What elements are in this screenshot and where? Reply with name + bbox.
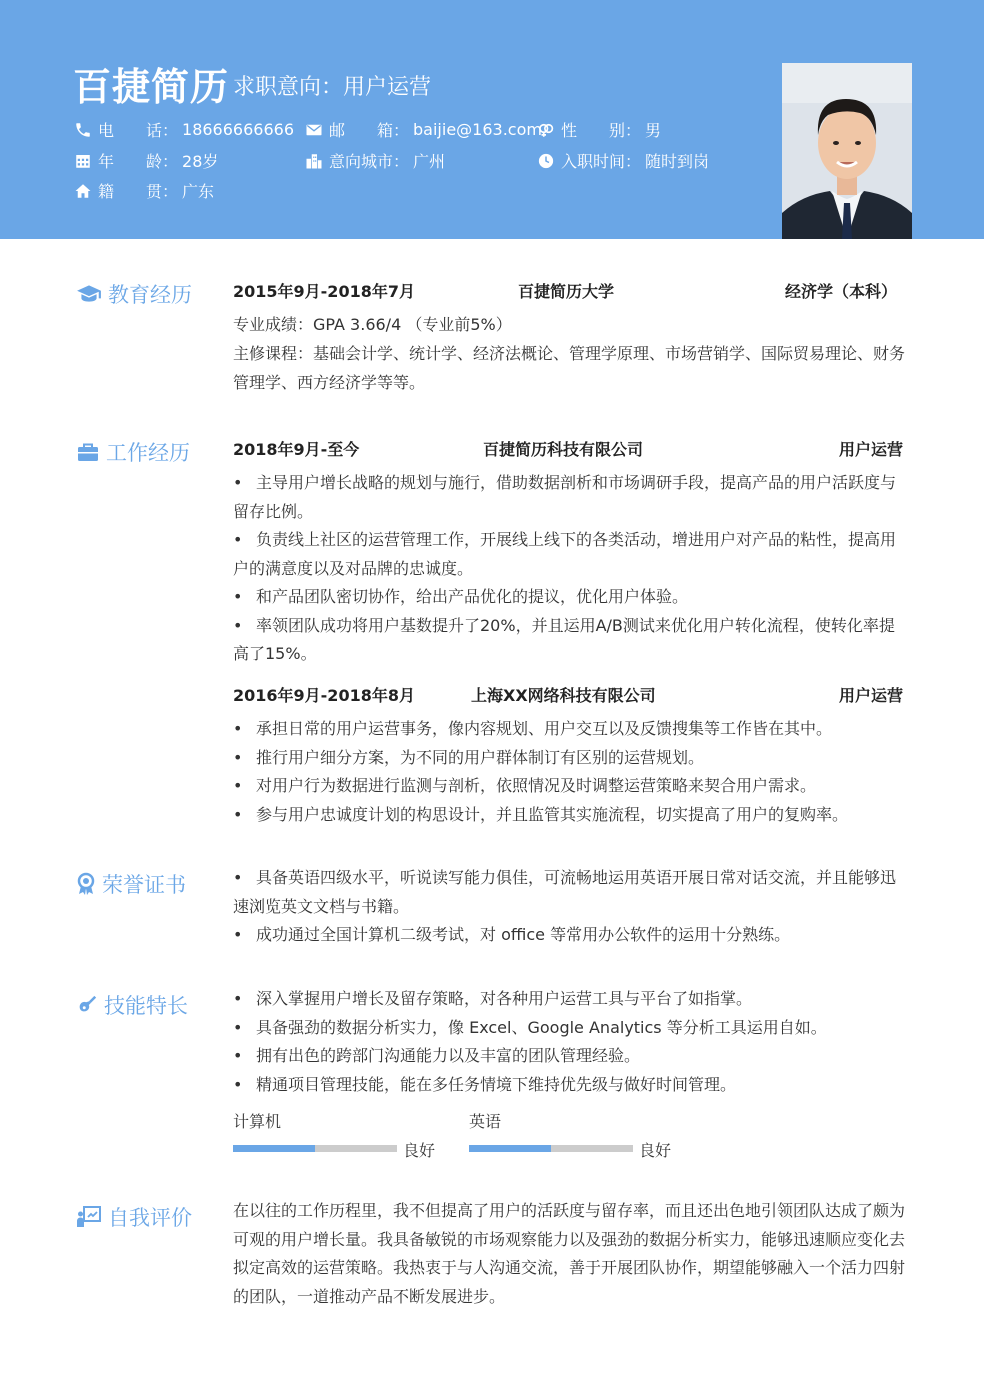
work-title: 工作经历 — [106, 441, 190, 465]
job-1-role: 用户运营 — [839, 440, 904, 459]
job-2-role: 用户运营 — [839, 686, 904, 705]
job-1-period: 2018年9月-至今 — [233, 440, 360, 459]
city-value: 广州 — [413, 152, 446, 171]
start-value: 随时到岗 — [645, 152, 710, 171]
skill-1-bar — [233, 1145, 397, 1152]
section-title-skills — [76, 990, 188, 1020]
city-label: 意向城市： — [329, 152, 410, 171]
section-title-education — [76, 279, 192, 309]
city-icon — [305, 152, 323, 170]
skill-2-name: 英语 — [469, 1112, 502, 1131]
list-item: • 具备强劲的数据分析实力，像 Excel、Google Analytics 等分析工具运用自如。 — [233, 1014, 908, 1043]
email-value: baijie@163.com — [413, 120, 542, 139]
graduation-cap-icon — [76, 281, 102, 307]
list-item: • 具备英语四级水平，听说读写能力俱佳，可流畅地运用英语开展日常对话交流，并且能够迅速浏览英文文档与书籍。 — [233, 864, 908, 921]
skills-list — [233, 985, 908, 1099]
hometown-value: 广东 — [182, 182, 215, 201]
job-1-duties — [233, 469, 908, 669]
job-2-company: 上海XX网络科技有限公司 — [471, 686, 656, 705]
education-title: 教育经历 — [108, 283, 192, 307]
section-title-self-eval — [76, 1202, 192, 1232]
info-city — [305, 149, 445, 172]
skill-2-bar-fill — [469, 1145, 551, 1152]
info-age — [74, 149, 218, 172]
skill-2-level: 良好 — [639, 1141, 672, 1160]
skill-2-bar — [469, 1145, 633, 1152]
calendar-icon — [74, 152, 92, 170]
header-banner — [0, 0, 984, 239]
home-icon — [74, 182, 92, 200]
info-start — [537, 149, 709, 172]
profile-photo — [782, 63, 912, 239]
education-gpa: 专业成绩：GPA 3.66/4 （专业前5%） — [233, 315, 512, 334]
age-value: 28岁 — [182, 152, 219, 171]
job-2-period: 2016年9月-2018年8月 — [233, 686, 415, 705]
education-courses: 主修课程：基础会计学、统计学、经济法概论、管理学原理、市场营销学、国际贸易理论、财务管理学、西方经济学等等。 — [233, 344, 906, 392]
self-eval-text: 在以往的工作历程里，我不但提高了用户的活跃度与留存率，而且还出色地引领团队达成了颇为可观的用户增长量。我具备敏锐的市场观察能力以及强劲的数据分析实力，能够迅速顺应变化去拟定高效的运营策略。我热衷于与人沟通交流，善于开展团队协作，期望能够融入一个活力四射的团队，一道推动产品不断发展进步。 — [233, 1201, 906, 1306]
section-title-work — [76, 437, 190, 467]
phone-icon — [74, 121, 92, 139]
section-title-honors — [76, 869, 186, 899]
list-item: • 精通项目管理技能，能在多任务情境下维持优先级与做好时间管理。 — [233, 1071, 908, 1100]
gender-label: 性 别： — [561, 121, 642, 140]
award-icon — [76, 872, 96, 896]
self-eval-title: 自我评价 — [108, 1206, 192, 1230]
info-hometown — [74, 179, 214, 202]
mail-icon — [305, 121, 323, 139]
skills-title: 技能特长 — [104, 994, 188, 1018]
list-item: • 深入掌握用户增长及留存策略，对各种用户运营工具与平台了如指掌。 — [233, 985, 908, 1014]
gender-value: 男 — [645, 121, 662, 140]
list-item: • 对用户行为数据进行监测与剖析，依照情况及时调整运营策略来契合用户需求。 — [233, 772, 908, 801]
phone-label: 电 话： — [98, 121, 179, 140]
education-degree: 经济学（本科） — [785, 282, 898, 301]
list-item: • 率领团队成功将用户基数提升了20%，并且运用A/B测试来优化用户转化流程，使转化率提高了15%。 — [233, 612, 908, 669]
info-gender — [537, 118, 661, 141]
list-item: • 负责线上社区的运营管理工作，开展线上线下的各类活动，增进用户对产品的粘性，提高用户的满意度以及对品牌的忠诚度。 — [233, 526, 908, 583]
list-item: • 主导用户增长战略的规划与施行，借助数据剖析和市场调研手段，提高产品的用户活跃度与留存比例。 — [233, 469, 908, 526]
job-intent: 求职意向：用户运营 — [233, 75, 432, 100]
presentation-icon — [76, 1205, 102, 1229]
honors-title: 荣誉证书 — [102, 873, 186, 897]
email-label: 邮 箱： — [329, 121, 410, 140]
job-2-duties — [233, 715, 908, 829]
clock-icon — [537, 152, 555, 170]
hometown-label: 籍 贯： — [98, 182, 179, 201]
start-label: 入职时间： — [561, 152, 642, 171]
list-item: • 拥有出色的跨部门沟通能力以及丰富的团队管理经验。 — [233, 1042, 908, 1071]
briefcase-icon — [76, 440, 100, 464]
info-phone — [74, 118, 294, 141]
info-email — [305, 118, 542, 141]
list-item: • 成功通过全国计算机二级考试，对 office 等常用办公软件的运用十分熟练。 — [233, 921, 908, 950]
list-item: • 参与用户忠诚度计划的构思设计，并且监管其实施流程，切实提高了用户的复购率。 — [233, 801, 908, 830]
list-item: • 和产品团队密切协作，给出产品优化的提议，优化用户体验。 — [233, 583, 908, 612]
education-period: 2015年9月-2018年7月 — [233, 282, 415, 301]
education-school: 百捷简历大学 — [518, 282, 615, 301]
age-label: 年 龄： — [98, 152, 179, 171]
phone-value: 18666666666 — [182, 120, 294, 139]
skill-1-bar-fill — [233, 1145, 315, 1152]
skill-1-name: 计算机 — [233, 1112, 282, 1131]
guitar-icon — [76, 993, 98, 1017]
candidate-name: 百捷简历 — [73, 65, 230, 109]
honors-list — [233, 864, 908, 950]
gender-icon — [537, 121, 555, 139]
list-item: • 承担日常的用户运营事务，像内容规划、用户交互以及反馈搜集等工作皆在其中。 — [233, 715, 908, 744]
job-1-company: 百捷简历科技有限公司 — [483, 440, 644, 459]
list-item: • 推行用户细分方案，为不同的用户群体制订有区别的运营规划。 — [233, 744, 908, 773]
skill-1-level: 良好 — [403, 1141, 436, 1160]
